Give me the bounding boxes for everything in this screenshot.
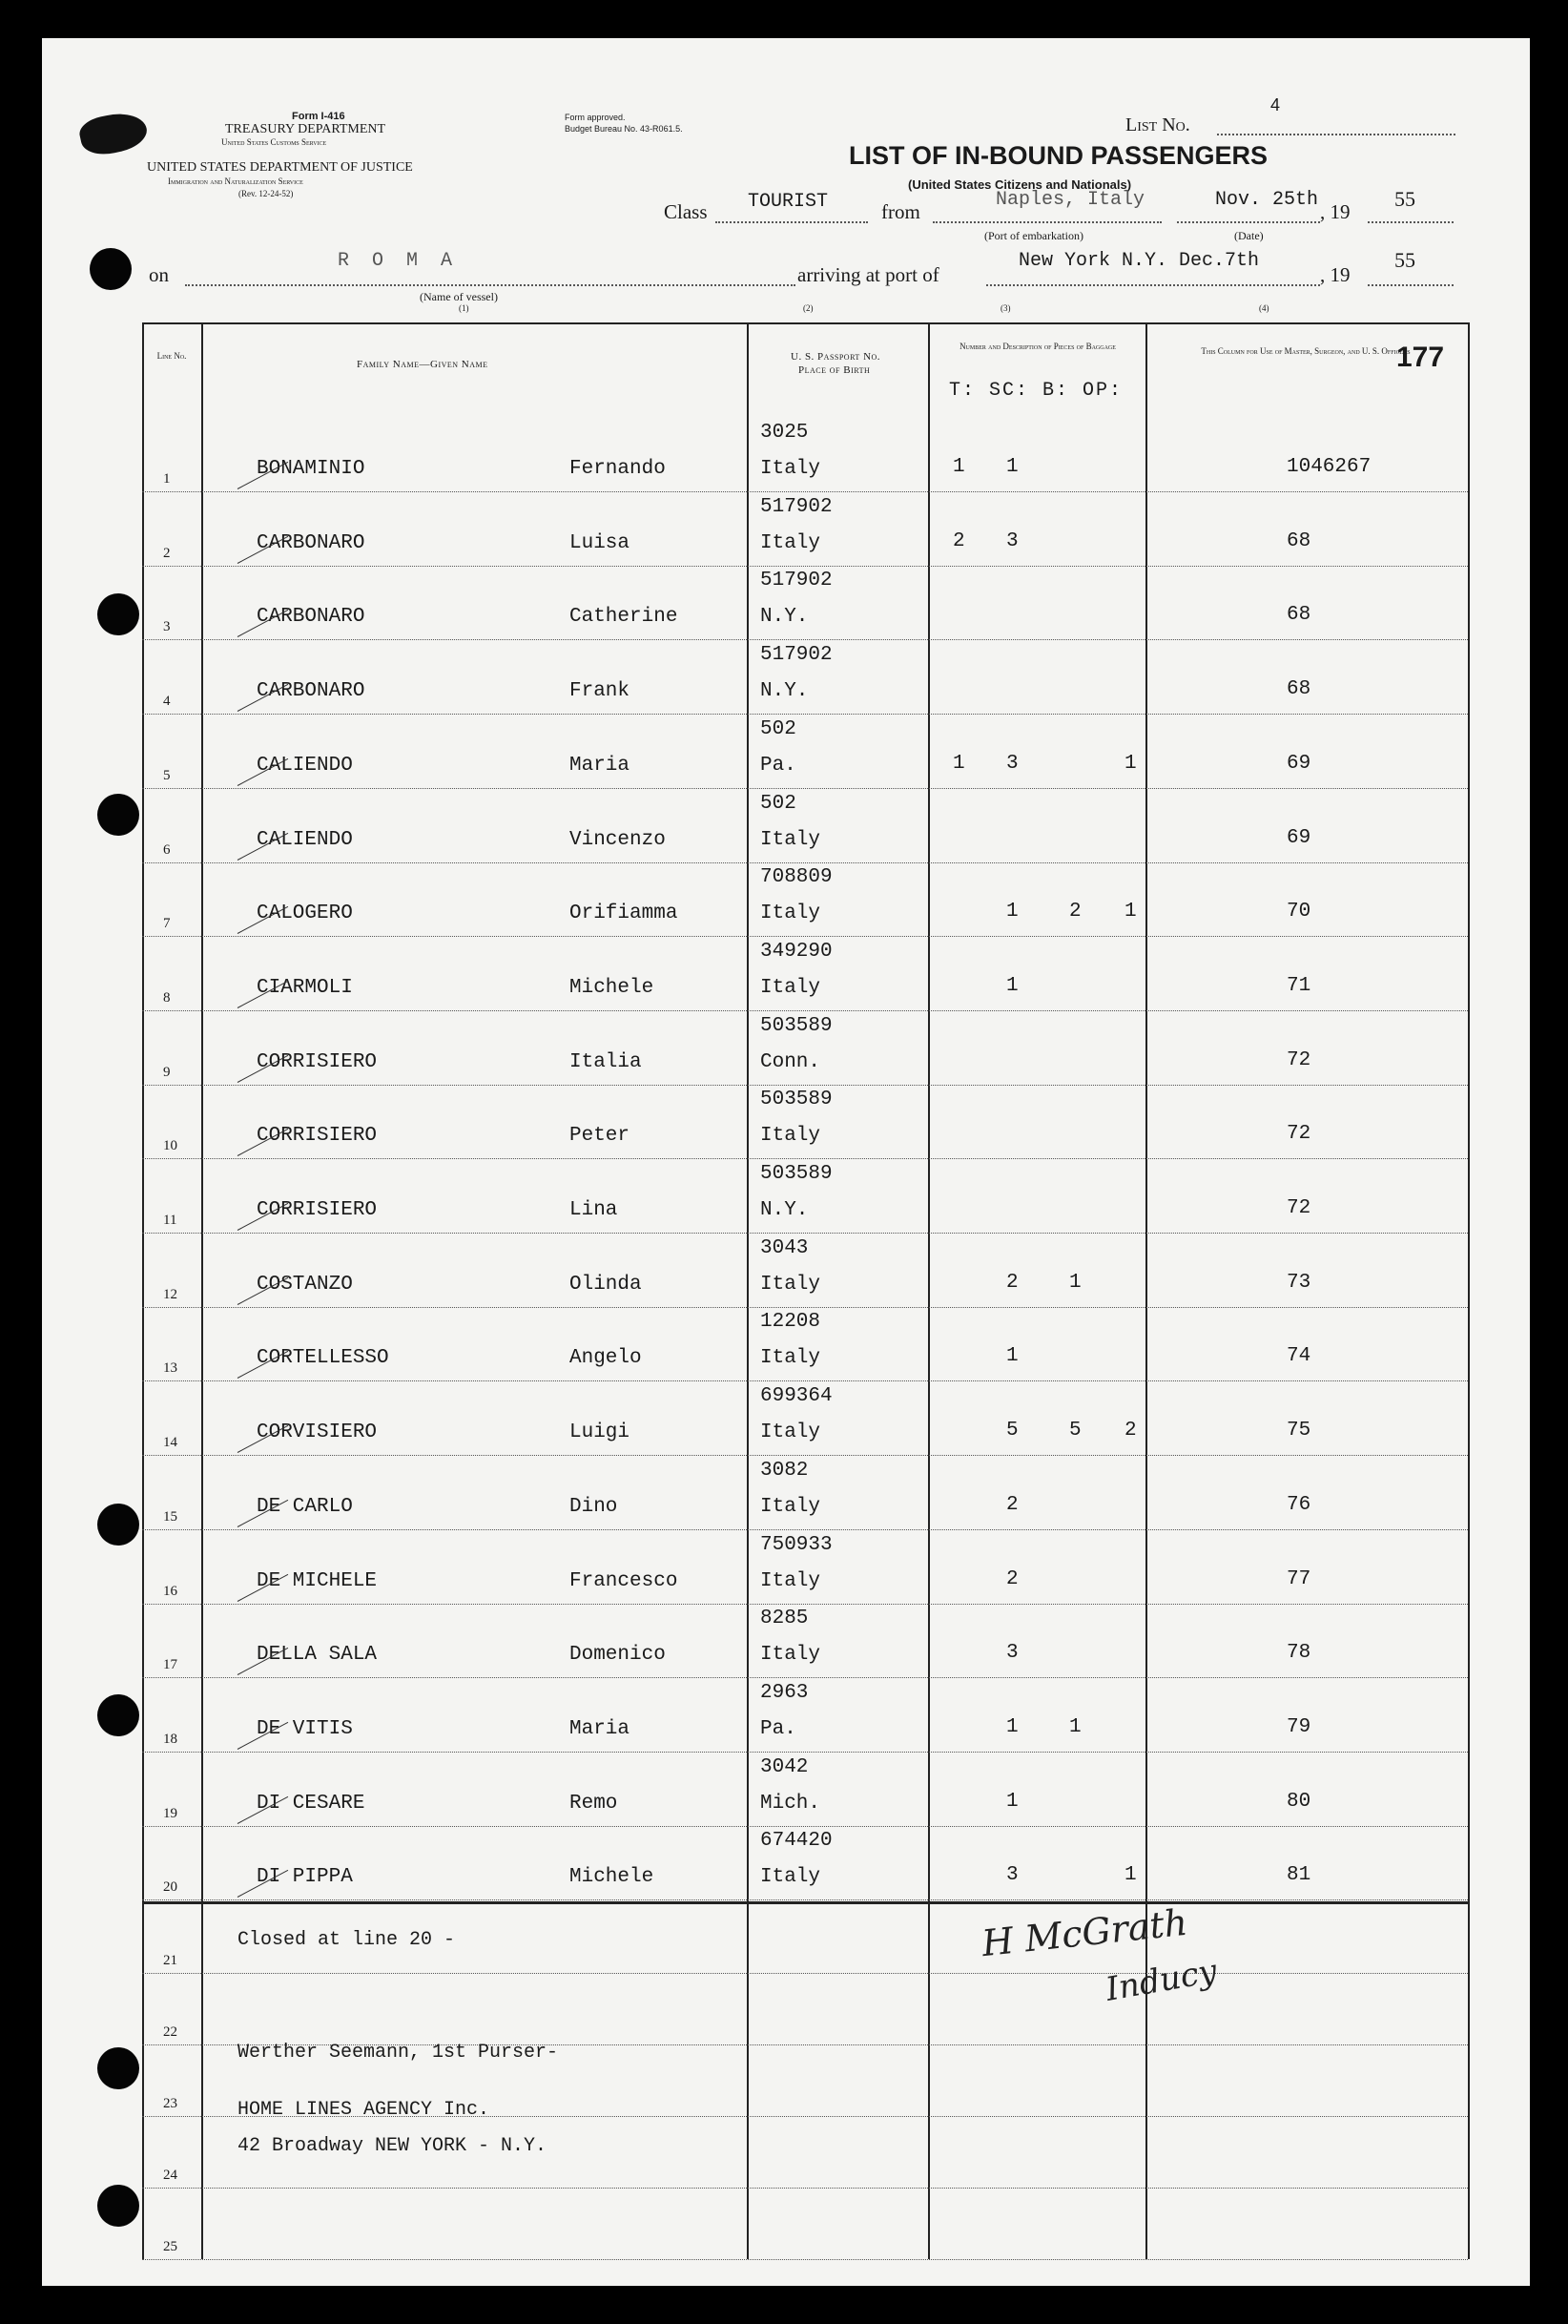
baggage-trunks: 2 xyxy=(953,529,965,552)
list-no-label: List No. xyxy=(1125,114,1190,135)
col-header-line-no: Line No. xyxy=(156,351,187,361)
given-name: Dino xyxy=(569,1495,618,1518)
place-of-birth: Italy xyxy=(760,458,821,480)
punch-hole xyxy=(90,248,132,290)
treasury-label: TREASURY DEPARTMENT xyxy=(225,122,386,136)
table-row xyxy=(142,862,1468,937)
date-line xyxy=(1177,221,1320,223)
punch-hole xyxy=(97,1504,139,1546)
class-line xyxy=(715,221,868,223)
officer-column-value: 74 xyxy=(1287,1345,1311,1368)
form-number: Form I-416 xyxy=(292,111,345,122)
vessel-name: R O M A xyxy=(338,250,459,272)
line-number: 7 xyxy=(163,916,171,932)
baggage-suitcases: 1 xyxy=(1006,1790,1019,1813)
list-no-line xyxy=(1217,134,1455,135)
place-of-birth: Italy xyxy=(760,903,821,925)
class-label: Class xyxy=(664,200,708,223)
baggage-suitcases: 1 xyxy=(1006,1715,1019,1738)
page-number: 177 xyxy=(1396,342,1445,373)
punch-hole xyxy=(97,2047,139,2089)
year-line-1 xyxy=(1368,221,1454,223)
officer-column-value: 68 xyxy=(1287,529,1311,552)
place-of-birth: Italy xyxy=(760,976,821,999)
line-number: 3 xyxy=(163,619,171,635)
baggage-suitcases: 2 xyxy=(1006,1493,1019,1516)
punch-hole xyxy=(97,593,139,635)
baggage-suitcases: 3 xyxy=(1006,529,1019,552)
passport-number: 3043 xyxy=(760,1236,809,1259)
budget-bureau: Budget Bureau No. 43-R061.5. xyxy=(565,124,683,134)
officer-column-value: 81 xyxy=(1287,1864,1311,1887)
passport-number: 750933 xyxy=(760,1533,833,1556)
family-name: CORRISIERO xyxy=(257,1125,378,1148)
given-name: Luisa xyxy=(569,531,630,554)
family-name: CORRISIERO xyxy=(257,1050,378,1073)
given-name: Luigi xyxy=(569,1421,630,1444)
line-number: 2 xyxy=(163,545,171,561)
given-name: Maria xyxy=(569,1717,630,1740)
line-number: 4 xyxy=(163,694,171,710)
passport-number: 3025 xyxy=(760,422,809,444)
baggage-suitcases: 3 xyxy=(1006,1864,1019,1887)
family-name: CALIENDO xyxy=(257,754,353,777)
agency-address: 42 Broadway NEW YORK - N.Y. xyxy=(237,2135,547,2157)
caption-4: (4) xyxy=(1259,303,1269,313)
place-of-birth: Pa. xyxy=(760,1717,796,1740)
line-number: 15 xyxy=(163,1508,177,1525)
passport-number: 517902 xyxy=(760,495,833,518)
arriving-value: New York N.Y. Dec.7th xyxy=(1019,250,1260,272)
baggage-other: 1 xyxy=(1124,901,1137,923)
table-row xyxy=(142,492,1468,567)
from-value: Naples, Italy xyxy=(996,189,1145,211)
place-of-birth: Italy xyxy=(760,1421,821,1444)
place-of-birth: Italy xyxy=(760,1569,821,1592)
table-row xyxy=(142,1753,1468,1827)
year-prefix-1: , 19 xyxy=(1320,200,1351,223)
officer-column-value: 73 xyxy=(1287,1271,1311,1294)
passport-number: 503589 xyxy=(760,1014,833,1037)
given-name: Angelo xyxy=(569,1347,642,1370)
justice-label: UNITED STATES DEPARTMENT OF JUSTICE xyxy=(147,160,413,175)
year-1: 55 xyxy=(1394,187,1415,211)
table-row xyxy=(142,1604,1468,1678)
officer-column-value: 72 xyxy=(1287,1123,1311,1146)
col-divider xyxy=(1468,322,1470,2259)
baggage-trunks: 1 xyxy=(953,456,965,478)
table-row xyxy=(142,937,1468,1011)
line-number: 24 xyxy=(163,2168,177,2183)
line-number: 18 xyxy=(163,1731,177,1747)
family-name: CIARMOLI xyxy=(257,976,353,999)
list-no-value: 4 xyxy=(1270,95,1281,114)
passport-number: 699364 xyxy=(760,1385,833,1408)
table-top-border xyxy=(142,322,1468,324)
agency-name: HOME LINES AGENCY Inc. xyxy=(237,2099,490,2121)
given-name: Francesco xyxy=(569,1569,678,1592)
place-of-birth: Pa. xyxy=(760,754,796,777)
table-row xyxy=(142,1234,1468,1308)
officer-column-value: 80 xyxy=(1287,1790,1311,1813)
officer-column-value: 70 xyxy=(1287,901,1311,923)
line-number: 8 xyxy=(163,989,171,1006)
family-name: DE MICHELE xyxy=(257,1569,378,1592)
date-embark: Nov. 25th xyxy=(1215,189,1319,211)
passport-number: 8285 xyxy=(760,1608,809,1630)
caption-1: (1) xyxy=(459,303,469,313)
family-name: DE CARLO xyxy=(257,1495,353,1518)
punch-hole xyxy=(97,794,139,836)
revision-label: (Rev. 12-24-52) xyxy=(238,189,294,198)
table-row xyxy=(142,1530,1468,1605)
passport-number: 12208 xyxy=(760,1311,821,1334)
page-title: LIST OF IN-BOUND PASSENGERS xyxy=(849,141,1269,170)
punch-hole xyxy=(97,2185,139,2227)
baggage-other: 1 xyxy=(1124,752,1137,775)
table-row xyxy=(142,418,1468,492)
passport-number: 3082 xyxy=(760,1459,809,1482)
officer-column-value: 69 xyxy=(1287,752,1311,775)
table-row xyxy=(142,1085,1468,1159)
table-row xyxy=(142,566,1468,640)
passport-number: 502 xyxy=(760,792,796,815)
family-name: CALOGERO xyxy=(257,903,353,925)
baggage-suitcases: 3 xyxy=(1006,752,1019,775)
line-number: 22 xyxy=(163,2024,177,2040)
line-number: 1 xyxy=(163,471,171,487)
table-row xyxy=(142,1011,1468,1086)
passport-number: 517902 xyxy=(760,644,833,667)
from-line xyxy=(933,221,1162,223)
from-label: from xyxy=(881,200,920,223)
place-of-birth: Mich. xyxy=(760,1792,821,1815)
place-of-birth: N.Y. xyxy=(760,680,809,703)
closing-divider xyxy=(142,1901,1468,1904)
passport-number: 517902 xyxy=(760,570,833,592)
year-2: 55 xyxy=(1394,248,1415,272)
place-of-birth: Italy xyxy=(760,531,821,554)
line-number: 11 xyxy=(163,1213,177,1228)
passport-number: 503589 xyxy=(760,1089,833,1111)
empty-row xyxy=(142,1973,1468,2045)
purser-note: Werther Seemann, 1st Purser- xyxy=(237,2042,559,2064)
line-number: 21 xyxy=(163,1953,177,1968)
baggage-other: 1 xyxy=(1124,1864,1137,1887)
line-number: 19 xyxy=(163,1805,177,1821)
line-number: 20 xyxy=(163,1879,177,1896)
col-header-officers: This Column for Use of Master, Surgeon, and U. S. Officers xyxy=(1201,346,1411,356)
passport-number: 674420 xyxy=(760,1830,833,1853)
officer-column-value: 79 xyxy=(1287,1715,1311,1738)
given-name: Remo xyxy=(569,1792,618,1815)
given-name: Italia xyxy=(569,1050,642,1073)
line-number: 6 xyxy=(163,841,171,858)
closed-note: Closed at line 20 - xyxy=(237,1929,456,1951)
col-header-birth: Place of Birth xyxy=(798,364,871,376)
table-row xyxy=(142,1456,1468,1530)
family-name: CARBONARO xyxy=(257,531,365,554)
line-number: 23 xyxy=(163,2096,177,2111)
family-name: CARBONARO xyxy=(257,606,365,629)
form-approved: Form approved. xyxy=(565,113,626,122)
baggage-suitcases: 1 xyxy=(1006,1345,1019,1368)
line-number: 14 xyxy=(163,1435,177,1451)
ink-blot xyxy=(77,108,151,159)
passport-number: 2963 xyxy=(760,1681,809,1704)
officer-column-value: 72 xyxy=(1287,1197,1311,1219)
given-name: Lina xyxy=(569,1199,618,1221)
page-subtitle: (United States Citizens and Nationals) xyxy=(908,177,1132,192)
baggage-bags: 2 xyxy=(1069,901,1082,923)
baggage-suitcases: 2 xyxy=(1006,1567,1019,1590)
given-name: Catherine xyxy=(569,606,678,629)
caption-2: (2) xyxy=(803,303,814,313)
baggage-suitcases: 1 xyxy=(1006,456,1019,478)
baggage-other: 2 xyxy=(1124,1420,1137,1442)
vessel-line xyxy=(185,284,795,286)
passenger-table xyxy=(142,322,1468,2259)
baggage-suitcases: 2 xyxy=(1006,1271,1019,1294)
table-row xyxy=(142,1826,1468,1900)
baggage-bags: 1 xyxy=(1069,1271,1082,1294)
officer-column-value: 1046267 xyxy=(1287,456,1372,478)
col-header-passport: U. S. Passport No. xyxy=(791,351,881,363)
table-row xyxy=(142,1678,1468,1753)
place-of-birth: N.Y. xyxy=(760,606,809,629)
place-of-birth: Italy xyxy=(760,828,821,851)
table-row xyxy=(142,789,1468,863)
col-header-baggage: Number and Description of Pieces of Baggage xyxy=(959,342,1116,351)
passport-number: 708809 xyxy=(760,866,833,889)
given-name: Peter xyxy=(569,1125,630,1148)
family-name: CARBONARO xyxy=(257,680,365,703)
place-of-birth: Italy xyxy=(760,1866,821,1889)
table-row xyxy=(142,715,1468,789)
baggage-bags: 5 xyxy=(1069,1420,1082,1442)
given-name: Fernando xyxy=(569,458,666,480)
immigration-label: Immigration and Naturalization Service xyxy=(168,176,303,186)
family-name: DE VITIS xyxy=(257,1717,353,1740)
port-embarkation-caption: (Port of embarkation) xyxy=(984,229,1083,242)
family-name: DI CESARE xyxy=(257,1792,365,1815)
place-of-birth: Italy xyxy=(760,1644,821,1667)
given-name: Domenico xyxy=(569,1644,666,1667)
place-of-birth: Conn. xyxy=(760,1050,821,1073)
class-value: TOURIST xyxy=(748,191,829,213)
given-name: Maria xyxy=(569,754,630,777)
date-caption: (Date) xyxy=(1234,229,1264,242)
officer-column-value: 68 xyxy=(1287,678,1311,701)
baggage-suitcases: 3 xyxy=(1006,1642,1019,1665)
table-row xyxy=(142,1307,1468,1381)
passport-number: 349290 xyxy=(760,940,833,963)
given-name: Frank xyxy=(569,680,630,703)
officer-column-value: 77 xyxy=(1287,1567,1311,1590)
place-of-birth: Italy xyxy=(760,1347,821,1370)
family-name: CORRISIERO xyxy=(257,1199,378,1221)
officer-column-value: 69 xyxy=(1287,826,1311,849)
passport-number: 3042 xyxy=(760,1755,809,1778)
given-name: Vincenzo xyxy=(569,828,666,851)
officer-column-value: 76 xyxy=(1287,1493,1311,1516)
place-of-birth: Italy xyxy=(760,1125,821,1148)
table-row xyxy=(142,1159,1468,1234)
officer-signature-2: Inducy xyxy=(1103,1952,1220,2009)
empty-row xyxy=(142,2188,1468,2260)
line-number: 5 xyxy=(163,767,171,783)
line-number: 17 xyxy=(163,1657,177,1673)
baggage-suitcases: 5 xyxy=(1006,1420,1019,1442)
table-row xyxy=(142,1381,1468,1456)
family-name: CORTELLESSO xyxy=(257,1347,389,1370)
vessel-caption: (Name of vessel) xyxy=(420,290,498,303)
family-name: DI PIPPA xyxy=(257,1866,353,1889)
officer-column-value: 75 xyxy=(1287,1420,1311,1442)
line-number: 13 xyxy=(163,1360,177,1377)
officer-column-value: 68 xyxy=(1287,604,1311,627)
given-name: Michele xyxy=(569,1866,654,1889)
table-row xyxy=(142,640,1468,715)
family-name: CORVISIERO xyxy=(257,1421,378,1444)
officer-column-value: 72 xyxy=(1287,1048,1311,1071)
place-of-birth: N.Y. xyxy=(760,1199,809,1221)
punch-hole xyxy=(97,1694,139,1736)
family-name: DELLA SALA xyxy=(257,1644,378,1667)
on-label: on xyxy=(149,263,169,286)
officer-column-value: 78 xyxy=(1287,1642,1311,1665)
baggage-suitcases: 1 xyxy=(1006,974,1019,997)
arriving-label: arriving at port of xyxy=(797,263,939,286)
year-line-2 xyxy=(1368,284,1454,286)
col-header-baggage-codes: T: SC: B: OP: xyxy=(949,380,1124,402)
manifest-sheet xyxy=(42,38,1530,2286)
family-name: BONAMINIO xyxy=(257,458,365,480)
baggage-suitcases: 1 xyxy=(1006,901,1019,923)
given-name: Michele xyxy=(569,976,654,999)
place-of-birth: Italy xyxy=(760,1273,821,1296)
family-name: CALIENDO xyxy=(257,828,353,851)
baggage-trunks: 1 xyxy=(953,752,965,775)
year-prefix-2: , 19 xyxy=(1320,263,1351,286)
caption-3: (3) xyxy=(1001,303,1011,313)
line-number: 16 xyxy=(163,1583,177,1599)
line-number: 12 xyxy=(163,1286,177,1302)
col-header-name: Family Name—Given Name xyxy=(357,359,488,370)
given-name: Olinda xyxy=(569,1273,642,1296)
customs-label: United States Customs Service xyxy=(221,137,327,147)
family-name: COSTANZO xyxy=(257,1273,353,1296)
place-of-birth: Italy xyxy=(760,1495,821,1518)
passport-number: 503589 xyxy=(760,1163,833,1185)
officer-column-value: 71 xyxy=(1287,974,1311,997)
line-number: 9 xyxy=(163,1064,171,1080)
line-number: 25 xyxy=(163,2239,177,2254)
arriving-line xyxy=(986,284,1320,286)
passport-number: 502 xyxy=(760,717,796,740)
line-number: 10 xyxy=(163,1138,177,1154)
baggage-bags: 1 xyxy=(1069,1715,1082,1738)
given-name: Orifiamma xyxy=(569,903,678,925)
officer-signature: H McGrath xyxy=(980,1900,1190,1965)
